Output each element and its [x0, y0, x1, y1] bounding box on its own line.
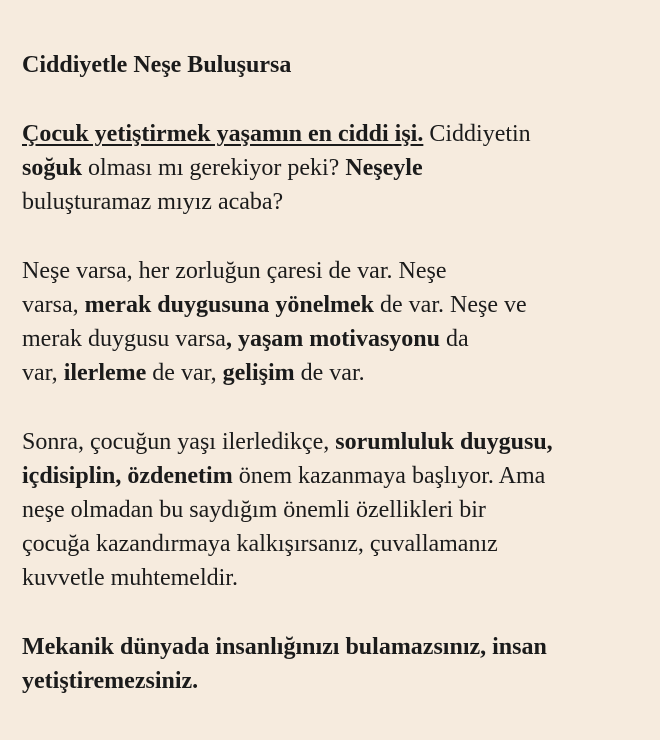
- paragraph-3-line-5: kuvvetle muhtemeldir.: [22, 565, 238, 591]
- text-span: olması mı gerekiyor peki?: [82, 155, 346, 181]
- paragraph-2-line-2: [22, 288, 646, 322]
- emphasis-bold: gelişim: [222, 360, 295, 386]
- paragraph-4-line-2: yetiştiremezsiniz.: [22, 668, 199, 694]
- emphasis-bold: merak duygusuna yönelmek: [84, 292, 375, 318]
- emphasis-bold: ilerleme: [63, 360, 147, 386]
- paragraph-1-line-1: [22, 117, 646, 151]
- paragraph-1-line-3: buluşturamaz mıyız acaba?: [22, 189, 284, 215]
- text-span: de var.: [294, 360, 365, 386]
- paragraph-2-line-4: [22, 356, 646, 390]
- paragraph-1-line-2: [22, 151, 646, 185]
- emphasis-bold: Neşeyle: [345, 155, 423, 181]
- paragraph-3: [22, 425, 646, 595]
- text-span: de var. Neşe ve: [374, 292, 527, 318]
- document-title: Ciddiyetle Neşe Buluşursa: [22, 52, 292, 78]
- text-span: Sonra, çocuğun yaşı ilerledikçe,: [22, 429, 336, 455]
- emphasis-bold: , yaşam motivasyonu: [225, 326, 440, 352]
- text-span: var,: [22, 360, 64, 386]
- text-span: merak duygusu varsa: [22, 326, 226, 352]
- paragraph-3-line-2: [22, 459, 646, 493]
- paragraph-3-line-3: neşe olmadan bu saydığım önemli özellikleri bir: [22, 497, 486, 523]
- emphasis-bold: sorumluluk duygusu,: [335, 429, 553, 455]
- text-span: de var,: [146, 360, 223, 386]
- paragraph-2: [22, 254, 646, 390]
- text-span: Ciddiyetin: [423, 121, 531, 147]
- text-span: varsa,: [22, 292, 85, 318]
- paragraph-3-line-1: [22, 425, 646, 459]
- emphasis-underlined: Çocuk yetiştirmek yaşamın en ciddi işi.: [22, 121, 424, 147]
- paragraph-2-line-1: Neşe varsa, her zorluğun çaresi de var. Neşe: [22, 258, 447, 284]
- emphasis-bold: içdisiplin, özdenetim: [22, 463, 233, 489]
- paragraph-4: [22, 630, 646, 698]
- paragraph-1: [22, 117, 646, 219]
- text-span: da: [439, 326, 469, 352]
- emphasis-bold: soğuk: [22, 155, 83, 181]
- paragraph-2-line-3: [22, 322, 646, 356]
- text-span: önem kazanmaya başlıyor. Ama: [232, 463, 546, 489]
- paragraph-3-line-4: çocuğa kazandırmaya kalkışırsanız, çuvallamanız: [22, 531, 498, 557]
- paragraph-4-line-1: Mekanik dünyada insanlığınızı bulamazsınız, insan: [22, 634, 547, 660]
